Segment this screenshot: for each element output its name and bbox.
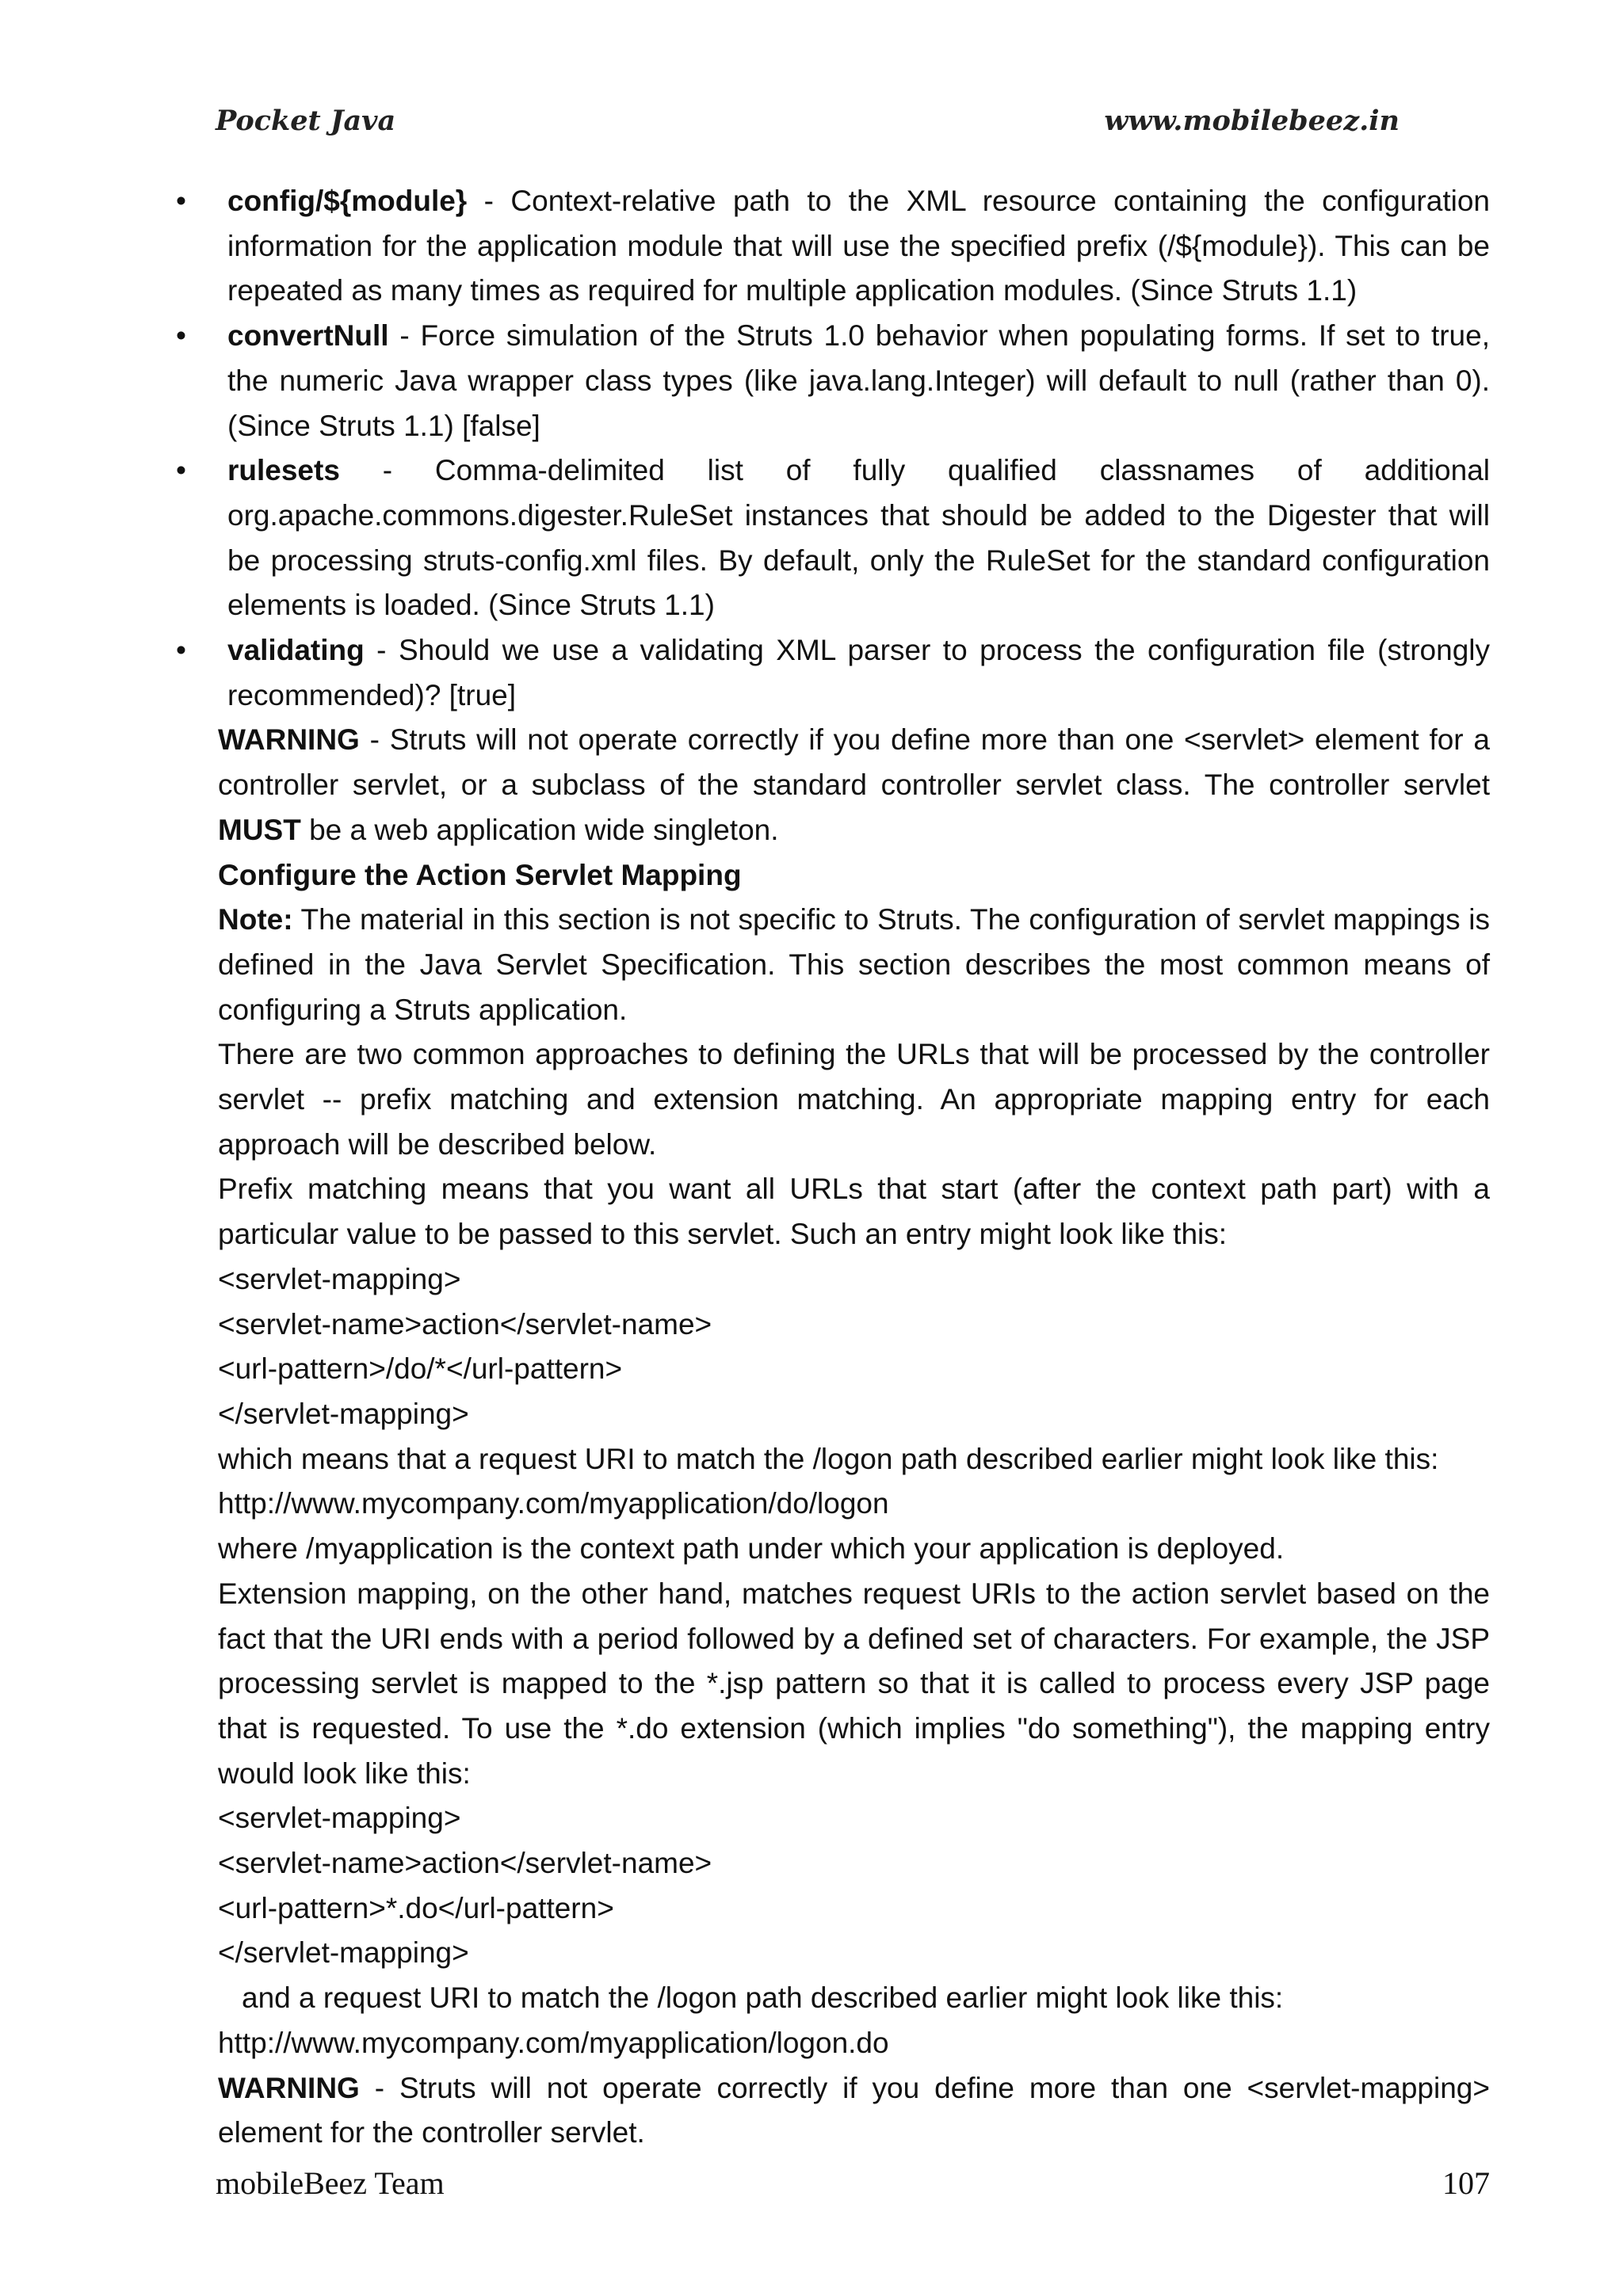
code-line: <servlet-name>action</servlet-name> xyxy=(218,1847,712,1880)
which-paragraph: which means that a request URI to match the /logon path described earlier might look like this: xyxy=(218,1442,1439,1475)
warning-label: WARNING xyxy=(218,2071,360,2104)
option-description: - Should we use a validating XML parser to process the configuration file (strongly recommended)? [true] xyxy=(227,634,1490,711)
list-item-convertnull xyxy=(218,314,1490,448)
warning-paragraph-2 xyxy=(218,2066,1490,2156)
option-description: - Comma-delimited list of fully qualified classnames of additional org.apache.commons.digester.RuleSet instances that should be added to the Digester that will be processing struts-config.xml files. By default, only the RuleSet for the standard configuration elements is loaded. (Since Struts 1.1) xyxy=(227,454,1490,622)
option-term: convertNull xyxy=(227,319,389,353)
and-paragraph: and a request URI to match the /logon path described earlier might look like this: xyxy=(242,1981,1284,2015)
section-heading xyxy=(218,853,1490,898)
note-paragraph xyxy=(218,898,1490,1032)
prefix-paragraph: Prefix matching means that you want all URLs that start (after the context path part) with a particular value to be passed to this servlet. Such an entry might look like this: xyxy=(218,1173,1490,1251)
running-header-website: www.mobilebeez.in xyxy=(1104,105,1400,137)
list-item-config-module xyxy=(218,179,1490,314)
warning-text-end: be a web application wide singleton. xyxy=(300,813,779,846)
footer-team: mobileBeez Team xyxy=(216,2165,445,2201)
code-line: <url-pattern>/do/*</url-pattern> xyxy=(218,1352,623,1386)
option-term: config/${module} xyxy=(227,185,468,217)
example-url: http://www.mycompany.com/myapplication/do/logon xyxy=(218,1487,889,1520)
option-description: - Force simulation of the Struts 1.0 behavior when populating forms. If set to true, the numeric Java wrapper class types (like java.lang.Integer) will default to null (rather than 0). (Since Struts 1.1) [false] xyxy=(227,319,1490,442)
code-line: </servlet-mapping> xyxy=(218,1936,469,1970)
must-emphasis: MUST xyxy=(218,813,301,846)
warning-paragraph xyxy=(218,718,1490,852)
note-text: The material in this section is not specific to Struts. The configuration of servlet mappings is defined in the Java Servlet Specification. This section describes the most common means of configuring a Struts application. xyxy=(218,903,1490,1026)
note-label: Note: xyxy=(218,903,293,936)
example-url: http://www.mycompany.com/myapplication/logon.do xyxy=(218,2026,889,2059)
option-term: validating xyxy=(227,634,365,667)
list-item-rulesets xyxy=(218,448,1490,628)
page-content xyxy=(218,179,1490,2156)
code-line: </servlet-mapping> xyxy=(218,1397,469,1430)
code-line: <servlet-mapping> xyxy=(218,1802,461,1835)
running-header-title: Pocket Java xyxy=(216,105,396,137)
code-line: <url-pattern>*.do</url-pattern> xyxy=(218,1891,614,1924)
list-item-validating xyxy=(218,628,1490,718)
option-term: rulesets xyxy=(227,454,340,487)
code-line: <servlet-name>action</servlet-name> xyxy=(218,1307,712,1341)
section-heading-text: Configure the Action Servlet Mapping xyxy=(218,858,742,891)
warning-text: - Struts will not operate correctly if you define more than one <servlet-mapping> element for the controller servlet. xyxy=(218,2071,1490,2149)
option-list xyxy=(218,179,1490,718)
extension-paragraph: Extension mapping, on the other hand, matches request URIs to the action servlet based on the fact that the URI ends with a period followed by a defined set of characters. For example, the JSP processing servlet is mapped to the *.jsp pattern so that it is called to process every JSP page that is requested. To use the *.do extension (which implies "do something"), the mapping entry would look like this: xyxy=(218,1577,1490,1790)
option-description: - Context-relative path to the XML resource containing the configuration information for the application module that will use the specified prefix (/${module}). This can be repeated as many times as required for multiple application modules. (Since Struts 1.1) xyxy=(227,185,1490,307)
warning-label: WARNING xyxy=(218,723,360,757)
warning-text: - Struts will not operate correctly if you define more than one <servlet> element for a controller servlet, or a subclass of the standard controller servlet class. The controller servlet xyxy=(218,723,1490,802)
approaches-paragraph: There are two common approaches to defining the URLs that will be processed by the controller servlet -- prefix matching and extension matching. An appropriate mapping entry for each approach will be described below. xyxy=(218,1038,1490,1161)
where-paragraph: where /myapplication is the context path under which your application is deployed. xyxy=(218,1532,1285,1566)
page-number: 107 xyxy=(1442,2165,1490,2201)
code-line: <servlet-mapping> xyxy=(218,1262,461,1295)
